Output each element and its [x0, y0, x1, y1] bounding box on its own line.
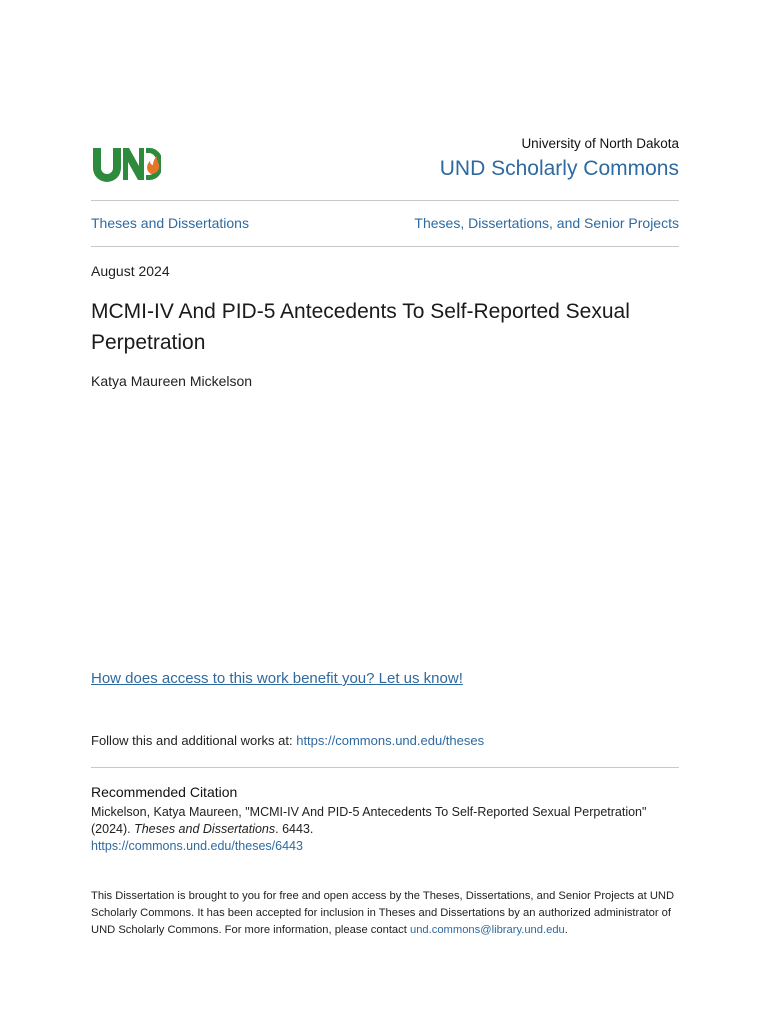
divider: [91, 767, 679, 768]
divider: [91, 246, 679, 247]
citation-year: (2024).: [91, 822, 135, 836]
citation-url-link[interactable]: https://commons.und.edu/theses/6443: [91, 839, 303, 853]
theses-url-link[interactable]: https://commons.und.edu/theses: [296, 733, 485, 748]
university-name: University of North Dakota: [521, 136, 679, 151]
follow-line: [91, 733, 484, 748]
access-statement: [91, 888, 681, 939]
citation-line: Mickelson, Katya Maureen, "MCMI-IV And PID-5 Antecedents To Self-Reported Sexual Perpetration": [91, 805, 647, 819]
citation-series: Theses and Dissertations: [134, 822, 276, 836]
follow-text: Follow this and additional works at:: [91, 733, 297, 748]
access-text: This Dissertation is brought to you for free and open access by the Theses, Dissertations, and Senior Projects at UND Scholarly Commons. It has been accepted for inclusion in Theses and Dissertations by an authorized administrator of UND Scholarly Commons. For more information, please contact: [91, 890, 675, 936]
citation-block: [91, 804, 691, 855]
contact-email-link[interactable]: und.commons@library.und.edu: [409, 924, 565, 936]
publication-date: August 2024: [91, 263, 170, 279]
citation-heading: Recommended Citation: [91, 784, 238, 800]
citation-number: . 6443.: [275, 822, 314, 836]
repository-link[interactable]: UND Scholarly Commons: [439, 157, 679, 180]
collection-link-senior-projects[interactable]: Theses, Dissertations, and Senior Projects: [414, 215, 679, 231]
divider: [91, 200, 679, 201]
collection-link-theses[interactable]: Theses and Dissertations: [91, 215, 249, 231]
access-end: .: [564, 924, 568, 936]
und-logo: [91, 146, 161, 182]
feedback-link[interactable]: How does access to this work benefit you? Let us know!: [91, 670, 463, 687]
document-title: MCMI-IV And PID-5 Antecedents To Self-Reported Sexual Perpetration: [91, 300, 630, 354]
author-name: Katya Maureen Mickelson: [91, 373, 253, 389]
